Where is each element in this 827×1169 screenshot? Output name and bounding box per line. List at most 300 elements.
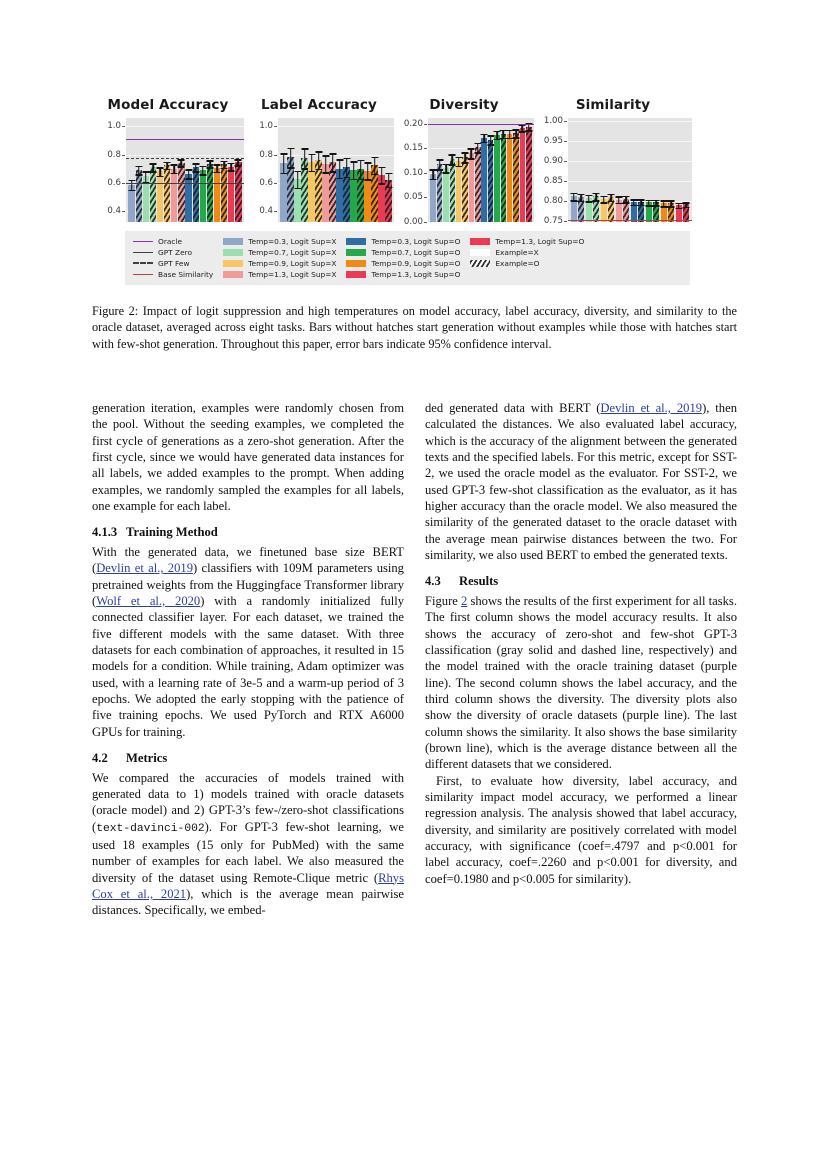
y-tick-label: 0.75 [543, 216, 563, 227]
error-bar-cap [287, 148, 294, 150]
legend-label: GPT Zero [158, 247, 193, 257]
legend-line-swatch [133, 274, 153, 275]
bar-item[interactable] [675, 118, 683, 222]
bar-item[interactable] [214, 118, 221, 222]
error-bar-cap [660, 200, 667, 202]
bar-group [126, 118, 244, 222]
error-bar-cap [142, 171, 149, 173]
bar-item[interactable] [585, 118, 593, 222]
error-bar-cap [660, 206, 667, 208]
error-bar-cap [653, 200, 660, 202]
bar-item[interactable] [645, 118, 653, 222]
error-bar-cap [228, 163, 235, 165]
bar [450, 159, 456, 222]
legend-item[interactable] [346, 258, 460, 268]
legend-color-swatch [346, 260, 366, 267]
error-bar-cap [149, 171, 156, 173]
y-tick-label: 1.0 [107, 121, 121, 132]
bar-item[interactable] [235, 118, 242, 222]
legend-color-swatch [346, 238, 366, 245]
chart-panel-diversity [394, 96, 534, 227]
body-column-right [425, 400, 737, 887]
y-axis [244, 118, 278, 222]
bar-item[interactable] [683, 118, 691, 222]
error-bar-cap [294, 188, 301, 190]
error-bar [381, 167, 383, 183]
reference-line-gpt-zero [126, 183, 244, 184]
bar-item[interactable] [149, 118, 156, 222]
legend-item[interactable] [223, 247, 336, 257]
bar-item[interactable] [287, 118, 294, 222]
error-bar-cap [364, 179, 371, 181]
panel-title: Similarity [575, 97, 651, 113]
error-bar-cap [630, 205, 637, 207]
error-bar-cap [630, 199, 637, 201]
y-tick-label: 0.95 [543, 136, 563, 147]
legend-item[interactable] [223, 269, 336, 279]
panel-title: Model Accuracy [107, 97, 229, 113]
bar [456, 161, 462, 222]
y-tick-label: 0.20 [403, 118, 423, 129]
bar-item[interactable] [228, 118, 235, 222]
legend-label: Temp=1.3, Logit Sup=O [495, 236, 585, 246]
error-bar-cap [645, 200, 652, 202]
error-bar [367, 162, 369, 179]
bar-group [278, 118, 394, 222]
bar-item[interactable] [294, 118, 301, 222]
bar-item[interactable] [385, 118, 392, 222]
text-run: ). For GPT-3 few-shot learning, we used 18 examples (15 only for PubMed) with the same number of examples for each label. We also measured the diversity of the dataset using Remote-Clique metric ( [92, 819, 404, 885]
error-bar [353, 161, 355, 178]
y-tick-label: 0.6 [107, 177, 121, 188]
legend-color-swatch [223, 249, 243, 256]
bar-item[interactable] [668, 118, 676, 222]
bar [475, 147, 481, 222]
error-bar-cap [336, 159, 343, 161]
error-bar-cap [378, 167, 385, 169]
bar [488, 140, 494, 222]
text-run: ) with a randomly initialized fully connected classifier layer. For each dataset, we trained the five different models with the same dataset. With three datasets for each combination of approaches, it resulted in 15 models for a condition. While training, Adam optimizer was used, with a learning rate of 3e-5 and a warm-up period of 3 epochs. We adopted the early stopping with the patience of five training epochs. We used PyTorch and RTX A6000 GPUs for training. [92, 593, 404, 739]
error-bar-cap [301, 168, 308, 170]
legend-label: Temp=0.3, Logit Sup=O [371, 236, 461, 246]
error-bar-cap [364, 162, 371, 164]
bar [507, 134, 513, 222]
error-bar-cap [585, 195, 592, 197]
y-tick-label: 0.8 [107, 149, 121, 160]
paragraph-metrics-continued [425, 400, 737, 563]
legend-label: Temp=0.7, Logit Sup=O [371, 247, 461, 257]
legend-item[interactable] [133, 258, 213, 268]
error-bar-cap [171, 164, 178, 166]
bar-item[interactable] [128, 118, 135, 222]
heading-4-1-3 [92, 525, 404, 540]
error-bar-cap [578, 194, 585, 196]
legend-color-swatch [223, 271, 243, 278]
heading-number: 4.1.3 [92, 525, 118, 540]
error-bar-cap [235, 159, 242, 161]
paragraph-regression-analysis: First, to evaluate how diversity, label accuracy, and similarity impact model accuracy, we performed a linear regression analysis. The analysis showed that label accuracy, diversity, and similarity are positively correlated with model accuracy, with significance (coef=.4797 and p<0.001 for label accuracy, coef=.2260 and p<0.001 for diversity, and coef=0.1980 and p<0.005 for similarity). [425, 773, 737, 886]
bar-group [568, 118, 692, 222]
text-run: We compared the accuracies of models trained with generated data to 1) models trained with oracle datasets (oracle model) and 2) GPT-3’s few-/zero-shot classifications ( [92, 770, 404, 834]
figure-caption: Figure 2: Impact of logit suppression and high temperatures on model accuracy, label accuracy, diversity, and similarity to the oracle dataset, averaged across eight tasks. Bars without hatches start generation without examples while those with hatches start with few-shot generation. Throughout this paper, error bars indicate 95% confidence interval. [92, 304, 737, 351]
error-bar-cap [653, 205, 660, 207]
bar-item[interactable] [608, 118, 616, 222]
legend-label: Temp=0.9, Logit Sup=O [371, 258, 461, 268]
error-bar-cap [164, 162, 171, 164]
legend-item[interactable] [470, 236, 584, 246]
bar-item[interactable] [623, 118, 631, 222]
error-bar-cap [385, 187, 392, 189]
paragraph-training-method [92, 544, 404, 740]
error-bar [388, 173, 390, 187]
text-run: shows the results of the first experiment for all tasks. The first column shows the model accuracy results. It also shows the accuracy of zero-shot and few-shot GPT-3 classification (gray solid and dashed line, respectively) and the model trained with the oracle training dataset (purple line). The second column shows the label accuracy, and the third column shows the diversity. The diversity plots also show the diversity of oracle datasets (purple line). The last column shows the similarity. It also shows the base similarity (brown line), which is the average distance between all the different datasets that we considered. [425, 593, 737, 772]
legend-label: Base Similarity [158, 269, 214, 279]
error-bar-cap [322, 172, 329, 174]
chart-legend [125, 231, 690, 285]
bar-item[interactable] [192, 118, 199, 222]
error-bar-cap [214, 164, 221, 166]
bar-item[interactable] [638, 118, 646, 222]
error-bar-cap [350, 179, 357, 181]
bar-item[interactable] [301, 118, 308, 222]
bar-item[interactable] [221, 118, 228, 222]
bar-item[interactable] [322, 118, 329, 222]
error-bar [297, 171, 299, 188]
panel-title: Diversity [429, 97, 499, 113]
chart-panel-similarity [534, 96, 692, 227]
legend-item[interactable] [223, 258, 336, 268]
legend-label: Temp=0.3, Logit Sup=X [248, 236, 337, 246]
error-bar-cap [315, 169, 322, 171]
legend-item[interactable] [223, 236, 336, 246]
bar-item[interactable] [578, 118, 586, 222]
heading-text: Metrics [126, 751, 168, 766]
bar-item[interactable] [653, 118, 661, 222]
legend-column-4 [470, 236, 584, 279]
legend-label: Temp=0.7, Logit Sup=X [248, 247, 337, 257]
legend-label: GPT Few [158, 258, 190, 268]
error-bar-cap [357, 179, 364, 181]
bar [164, 165, 170, 222]
bar-item[interactable] [660, 118, 668, 222]
text-run: ) classifiers with 109M parameters using pretrained weights from the Huggingface Transformer library ( [92, 561, 404, 608]
legend-hatch-swatch [470, 260, 490, 267]
y-tick-label: 0.00 [403, 217, 423, 227]
bar [520, 128, 526, 222]
text-run: Figure [425, 593, 462, 608]
error-bar [332, 153, 334, 171]
bar [185, 174, 191, 222]
paragraph-results [425, 593, 737, 773]
error-bar-cap [570, 193, 577, 195]
legend-label: Temp=1.3, Logit Sup=O [371, 269, 461, 279]
error-bar-cap [199, 174, 206, 176]
error-bar-cap [675, 203, 682, 205]
error-bar-cap [343, 158, 350, 160]
error-bar-cap [600, 202, 607, 204]
citation-wolf-2020[interactable]: Wolf et al., 2020 [96, 593, 201, 608]
y-tick-label: 0.05 [403, 192, 423, 203]
error-bar-cap [308, 171, 315, 173]
bar-item[interactable] [615, 118, 623, 222]
error-bar-cap [371, 174, 378, 176]
error-bar-cap [593, 200, 600, 202]
legend-line-swatch [133, 262, 153, 264]
y-tick-label: 0.80 [543, 196, 563, 207]
bar-item[interactable] [142, 118, 149, 222]
error-bar-cap [593, 193, 600, 195]
error-bar-cap [336, 178, 343, 180]
bar-item[interactable] [600, 118, 608, 222]
reference-line-oracle [126, 139, 244, 140]
bar [214, 168, 220, 222]
error-bar [346, 158, 348, 177]
bar-item[interactable] [171, 118, 178, 222]
error-bar-cap [585, 201, 592, 203]
error-bar-cap [128, 190, 135, 192]
error-bar-cap [280, 153, 287, 155]
error-bar-cap [185, 169, 192, 171]
error-bar [325, 155, 327, 172]
error-bar [283, 153, 285, 173]
legend-label: Temp=0.9, Logit Sup=X [248, 258, 337, 268]
bar [430, 174, 436, 222]
error-bar-cap [322, 155, 329, 157]
bar [513, 133, 519, 222]
citation-devlin-2019[interactable]: Devlin et al., 2019 [600, 401, 703, 415]
error-bar-cap [135, 166, 142, 168]
error-bar-cap [378, 183, 385, 185]
error-bar-cap [525, 130, 532, 132]
legend-item[interactable] [133, 247, 213, 257]
figure-2-reference-link[interactable]: 2 [461, 593, 468, 608]
legend-item[interactable] [346, 247, 460, 257]
paragraph-generation-iteration: generation iteration, examples were randomly chosen from the pool. Without the seeding examples, we completed the first cycle of generations as a zero-shot generation. After the first cycle, since we would have generated data instances for all labels, we added examples to the prompt. When adding examples, we randomly sampled the examples for all labels, one example for each label. [92, 401, 404, 514]
bar [501, 134, 507, 222]
bar [200, 170, 206, 222]
bar-item[interactable] [593, 118, 601, 222]
error-bar-cap [221, 161, 228, 163]
legend-column-1 [133, 236, 213, 279]
error-bar [360, 160, 362, 179]
y-axis [534, 116, 568, 227]
legend-item[interactable] [470, 258, 584, 268]
bar [171, 169, 177, 222]
error-bar-cap [683, 202, 690, 204]
legend-color-swatch [346, 271, 366, 278]
bar-item[interactable] [336, 118, 343, 222]
bar-item[interactable] [350, 118, 357, 222]
heading-4-3 [425, 574, 737, 589]
legend-color-swatch [470, 238, 490, 245]
error-bar-cap [357, 160, 364, 162]
legend-label: Temp=1.3, Logit Sup=X [248, 269, 337, 279]
error-bar-cap [178, 159, 185, 161]
error-bar [145, 171, 147, 182]
reference-line-oracle [428, 124, 534, 125]
y-tick-label: 0.85 [543, 176, 563, 187]
bar-item[interactable] [570, 118, 578, 222]
error-bar [304, 148, 306, 168]
error-bar-cap [329, 171, 336, 173]
y-tick-label: 0.90 [543, 156, 563, 167]
bar-item[interactable] [315, 118, 322, 222]
bar [443, 168, 449, 222]
reference-line-gpt-few [126, 158, 244, 159]
error-bar-cap [280, 173, 287, 175]
y-tick-label: 0.6 [259, 177, 273, 188]
bar [494, 135, 500, 222]
legend-item[interactable] [346, 269, 460, 279]
error-bar-cap [315, 151, 322, 153]
legend-color-swatch [346, 249, 366, 256]
legend-line-swatch [133, 241, 153, 242]
legend-color-swatch [223, 238, 243, 245]
error-bar-cap [135, 174, 142, 176]
error-bar-cap [206, 167, 213, 169]
bar-item[interactable] [329, 118, 336, 222]
error-bar-cap [164, 169, 171, 171]
error-bar [311, 154, 313, 171]
error-bar [339, 159, 341, 177]
bar-item[interactable] [630, 118, 638, 222]
error-bar-cap [128, 180, 135, 182]
paragraph-metrics [92, 770, 404, 919]
bar-item[interactable] [371, 118, 378, 222]
bar-item[interactable] [199, 118, 206, 222]
bar [526, 127, 532, 222]
legend-column-2 [223, 236, 336, 279]
bar-item[interactable] [185, 118, 192, 222]
error-bar-cap [192, 171, 199, 173]
reference-line-base-similarity [568, 220, 692, 221]
error-bar-cap [206, 160, 213, 162]
bar [228, 167, 234, 223]
y-axis [92, 118, 126, 222]
error-bar-cap [343, 177, 350, 179]
bar-item[interactable] [157, 118, 164, 222]
heading-text: Results [459, 574, 499, 589]
y-tick-label: 0.4 [107, 205, 121, 216]
bar-item[interactable] [280, 118, 287, 222]
error-bar-cap [675, 208, 682, 210]
bar [462, 157, 468, 222]
error-bar-cap [171, 173, 178, 175]
error-bar-cap [199, 166, 206, 168]
error-bar-cap [308, 154, 315, 156]
error-bar-cap [178, 166, 185, 168]
bar-item[interactable] [378, 118, 385, 222]
plot-area [126, 118, 244, 222]
chart-panel-model-accuracy [92, 96, 244, 222]
bar-item[interactable] [364, 118, 371, 222]
error-bar [318, 151, 320, 168]
y-axis [394, 118, 428, 227]
legend-item[interactable] [133, 236, 213, 246]
bar-item[interactable] [308, 118, 315, 222]
bar [178, 163, 184, 222]
plot-area [428, 118, 534, 222]
bar-item[interactable] [526, 118, 532, 222]
bar-item[interactable] [164, 118, 171, 222]
y-tick-label: 0.8 [259, 149, 273, 160]
bar-item[interactable] [357, 118, 364, 222]
legend-item[interactable] [133, 269, 213, 279]
bar-item[interactable] [343, 118, 350, 222]
y-tick-label: 1.00 [543, 116, 563, 127]
legend-label: Oracle [158, 236, 183, 246]
bar-item[interactable] [206, 118, 213, 222]
error-bar-cap [615, 196, 622, 198]
error-bar-cap [287, 167, 294, 169]
error-bar-cap [608, 201, 615, 203]
error-bar [290, 148, 292, 168]
error-bar-cap [371, 157, 378, 159]
error-bar-cap [149, 163, 156, 165]
legend-column-3 [346, 236, 460, 279]
error-bar-cap [228, 170, 235, 172]
error-bar-cap [638, 199, 645, 201]
error-bar-cap [600, 196, 607, 198]
bar [481, 138, 487, 222]
legend-label: Example=X [495, 247, 539, 257]
error-bar-cap [385, 173, 392, 175]
bar [221, 164, 227, 222]
error-bar-cap [578, 201, 585, 203]
model-name-code: text-davinci-002 [96, 822, 205, 835]
y-tick-label: 0.15 [403, 143, 423, 154]
error-bar-cap [235, 165, 242, 167]
error-bar-cap [214, 172, 221, 174]
error-bar-cap [608, 194, 615, 196]
bar-group [428, 118, 534, 222]
error-bar-cap [683, 207, 690, 209]
legend-item[interactable] [346, 236, 460, 246]
error-bar-cap [638, 205, 645, 207]
error-bar-cap [623, 202, 630, 204]
chart-panel-label-accuracy [244, 96, 394, 222]
error-bar-cap [329, 153, 336, 155]
error-bar-cap [294, 171, 301, 173]
bar-item[interactable] [178, 118, 185, 222]
y-tick-label: 0.10 [403, 167, 423, 178]
legend-blank-swatch [470, 249, 490, 256]
bar-item[interactable] [135, 118, 142, 222]
bar [193, 167, 199, 222]
legend-item[interactable] [470, 247, 584, 257]
error-bar [374, 157, 376, 174]
legend-line-swatch [133, 252, 153, 253]
error-bar-cap [157, 176, 164, 178]
citation-devlin-2019[interactable]: Devlin et al., 2019 [96, 561, 193, 576]
error-bar-cap [645, 205, 652, 207]
y-tick-label: 1.0 [259, 121, 273, 132]
y-tick-label: 0.4 [259, 205, 273, 216]
error-bar-cap [157, 167, 164, 169]
figure-2 [92, 96, 737, 285]
text-run: With the generated data, we finetuned base size BERT ( [92, 544, 404, 576]
legend-color-swatch [223, 260, 243, 267]
error-bar-cap [668, 200, 675, 202]
error-bar-cap [185, 178, 192, 180]
error-bar-cap [570, 200, 577, 202]
bar [469, 153, 475, 222]
citation-rhys-cox-2021[interactable]: Rhys Cox et al., 2021 [92, 870, 404, 901]
bar [157, 171, 163, 222]
plot-area [568, 118, 692, 222]
body-column-left [92, 400, 404, 919]
heading-text: Training Method [126, 525, 218, 540]
